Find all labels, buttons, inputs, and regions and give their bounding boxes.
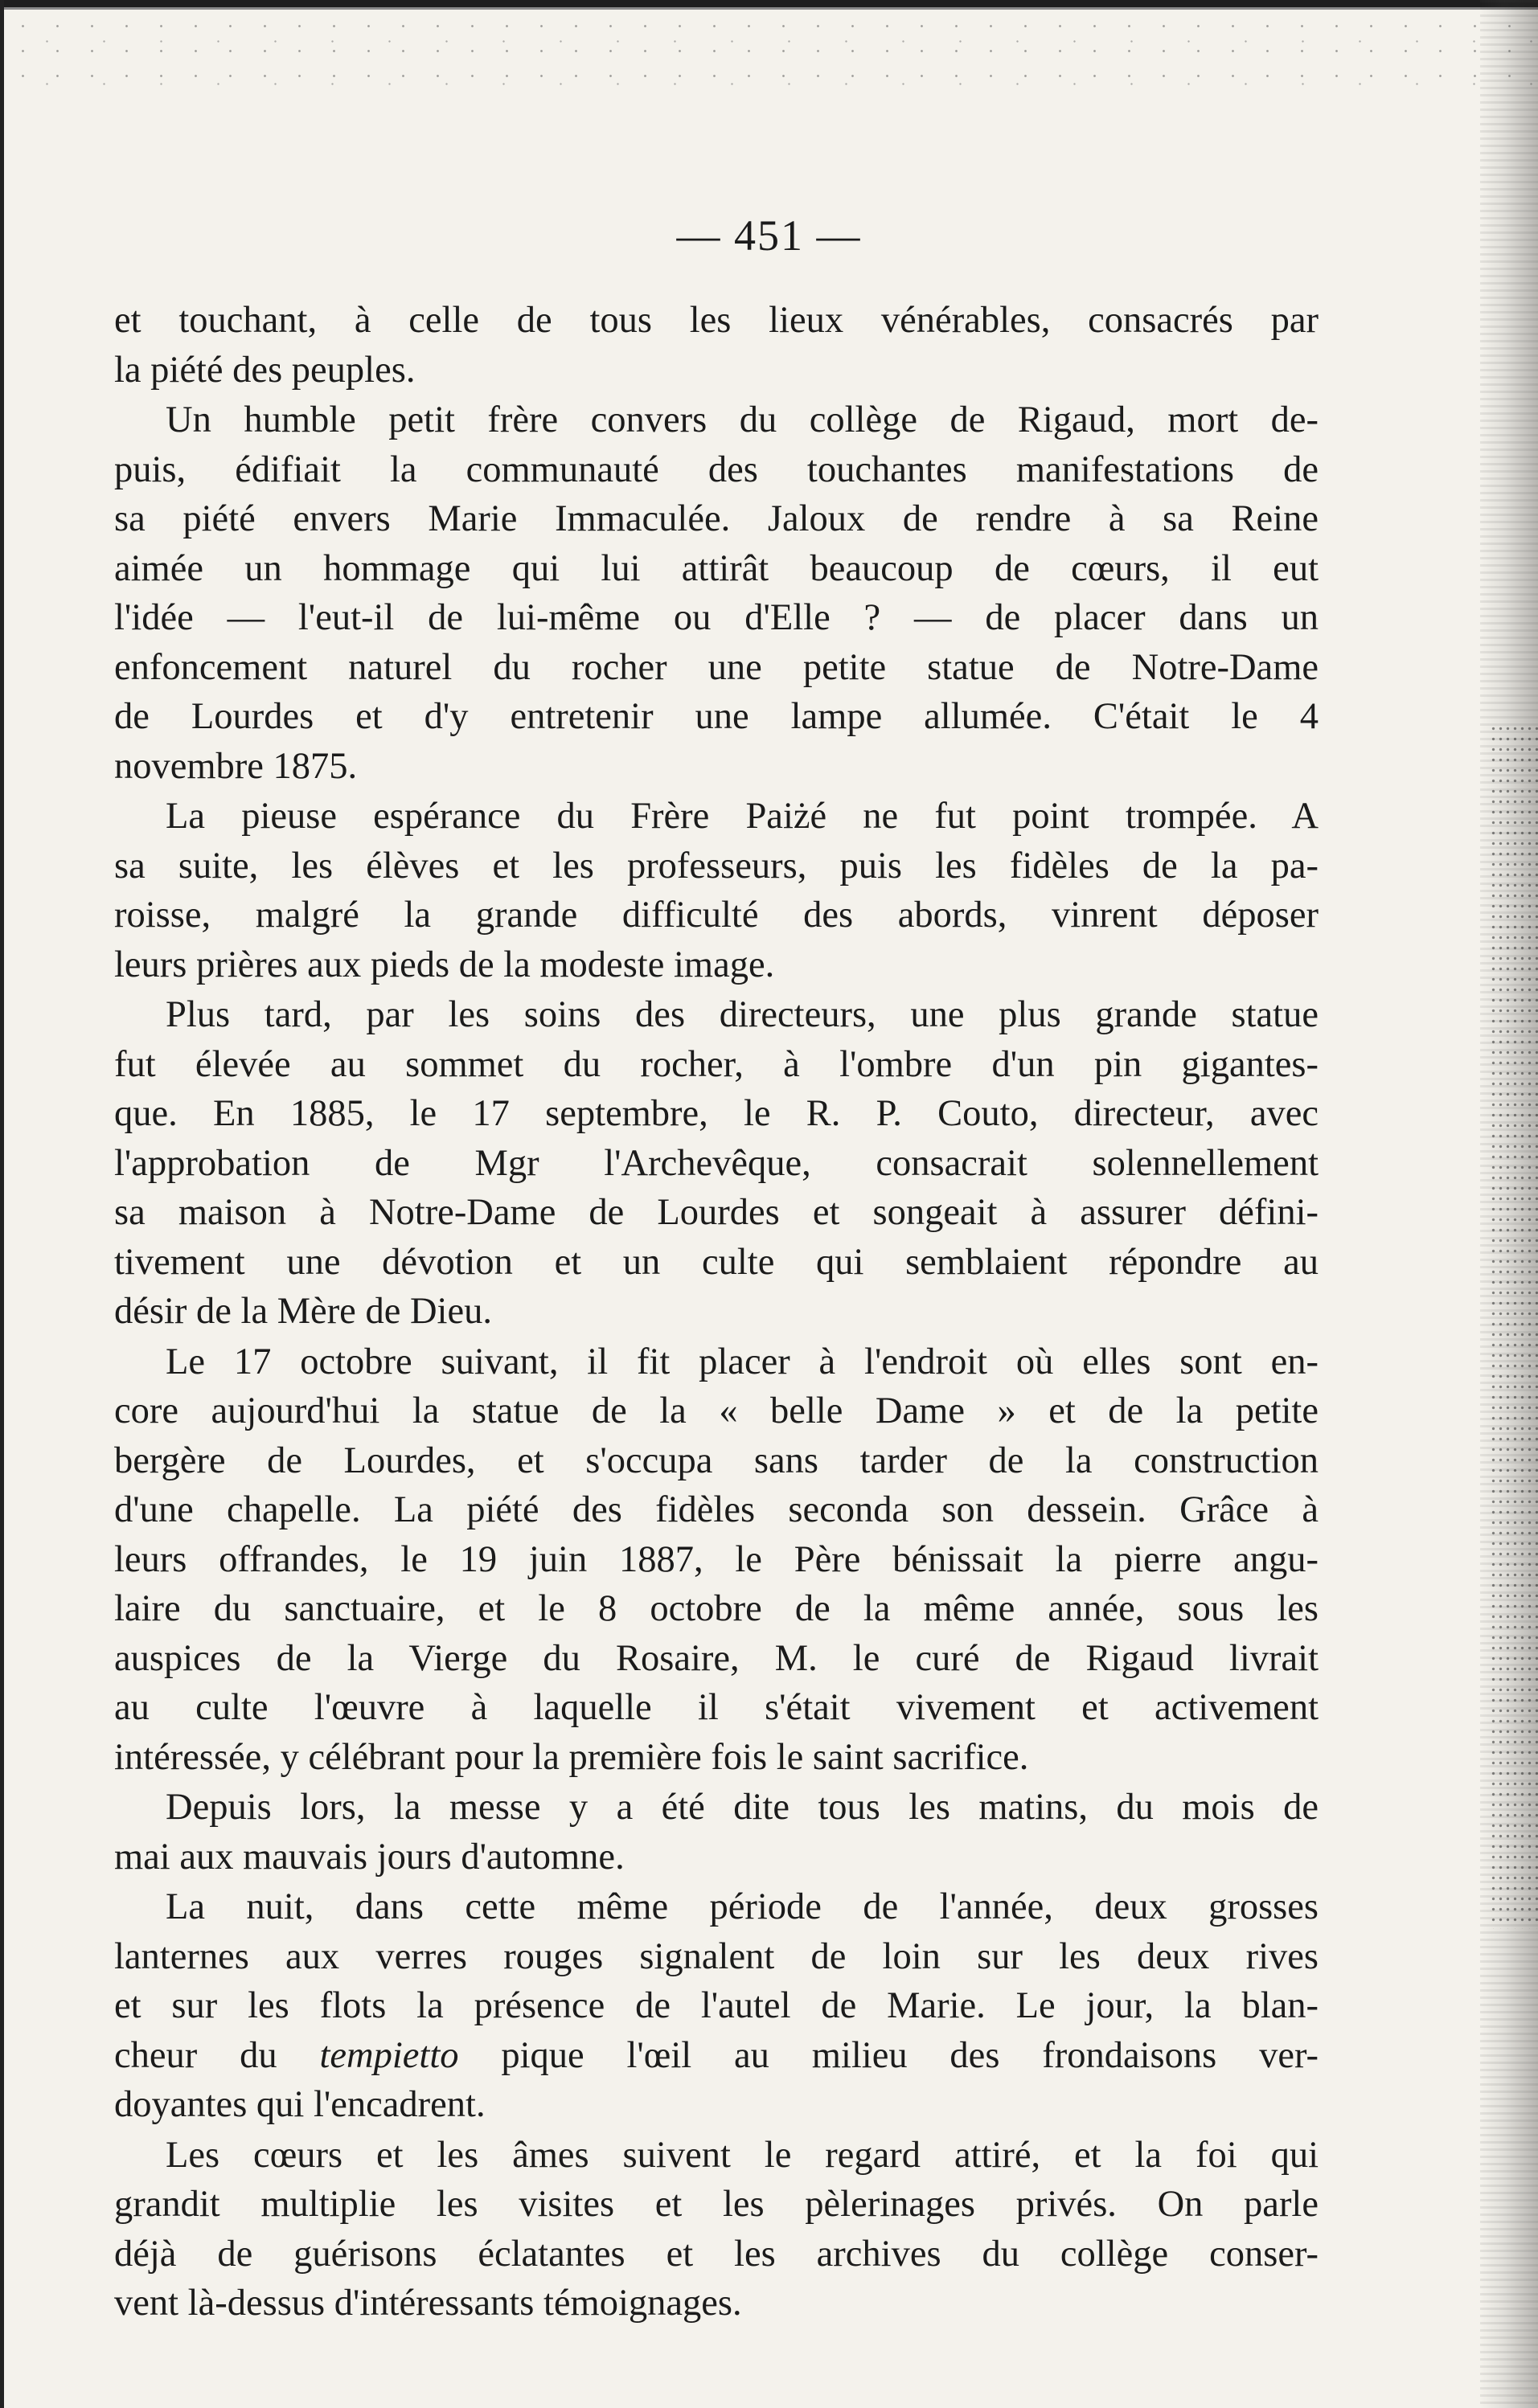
text-fragment: cheur du [114,2034,320,2076]
text-line: intéressée, y célébrant pour la première fois le saint sacrifice. [114,1736,1029,1778]
text-line: fut élevée au sommet du rocher, à l'ombre d'un pin gigantes- [114,1043,1319,1085]
text-line: et sur les flots la présence de l'autel de Marie. Le jour, la blan- [114,1985,1319,2026]
text-line: l'approbation de Mgr l'Archevêque, consacrait solennellement [114,1142,1319,1184]
text-line: La pieuse espérance du Frère Paiżé ne fut point trompée. A [166,796,1319,837]
paragraph-6 [114,1783,1319,1882]
text-line-with-italic [114,2031,1319,2081]
scan-left-edge [0,0,4,2408]
text-line: doyantes qui l'encadrent. [114,2084,486,2125]
paragraph-2 [114,395,1319,791]
text-line: puis, édifiait la communauté des touchantes manifestations de [114,448,1319,490]
text-line: d'une chapelle. La piété des fidèles seconda son dessein. Grâce à [114,1489,1319,1530]
text-line: tivement une dévotion et un culte qui semblaient répondre au [114,1241,1319,1283]
text-line: Plus tard, par les soins des directeurs, une plus grande statue [166,994,1319,1035]
paragraph-4 [114,990,1319,1337]
text-line: Depuis lors, la messe y a été dite tous les matins, du mois de [166,1787,1319,1828]
text-fragment: pique l'œil au milieu des frondaisons ver- [458,2034,1319,2076]
text-line: auspices de la Vierge du Rosaire, M. le curé de Rigaud livrait [114,1637,1319,1679]
text-line: de Lourdes et d'y entretenir une lampe allumée. C'était le 4 [114,696,1319,737]
text-line: bergère de Lourdes, et s'occupa sans tarder de la construction [114,1439,1319,1481]
text-line: novembre 1875. [114,745,358,787]
text-line: lanternes aux verres rouges signalent de loin sur les deux rives [114,1935,1319,1977]
text-line: Le 17 octobre suivant, il fit placer à l'endroit où elles sont en- [166,1341,1319,1382]
page-number: — 451 — [676,211,862,260]
text-line: que. En 1885, le 17 septembre, le R. P. Couto, directeur, avec [114,1093,1319,1134]
text-line: laire du sanctuaire, et le 8 octobre de la même année, sous les [114,1588,1319,1629]
text-line: core aujourd'hui la statue de la « belle Dame » et de la petite [114,1390,1319,1431]
scan-right-speckle [1490,723,1538,1929]
text-line: vent là-dessus d'intéressants témoignages. [114,2283,742,2324]
paragraph-1 [114,296,1319,395]
text-line: au culte l'œuvre à laquelle il s'était vivement et activement [114,1687,1319,1728]
page-body [114,296,1319,2328]
paragraph-3 [114,792,1319,989]
text-line: enfoncement naturel du rocher une petite statue de Notre-Dame [114,646,1319,688]
paragraph-8 [114,2131,1319,2328]
paragraph-5 [114,1337,1319,1783]
text-line: désir de la Mère de Dieu. [114,1291,492,1332]
text-line: la piété des peuples. [114,349,416,391]
scan-top-speckle [0,11,1538,100]
paragraph-7 [114,1882,1319,2130]
text-line: La nuit, dans cette même période de l'année, deux grosses [166,1886,1319,1927]
text-line: leurs offrandes, le 19 juin 1887, le Père bénissait la pierre angu- [114,1538,1319,1580]
text-line: et touchant, à celle de tous les lieux vénérables, consacrés par [114,300,1319,341]
text-line: sa piété envers Marie Immaculée. Jaloux de rendre à sa Reine [114,498,1319,539]
text-line: mai aux mauvais jours d'automne. [114,1836,625,1878]
text-line: aimée un hommage qui lui attirât beaucoup de cœurs, il eut [114,547,1319,589]
text-line: leurs prières aux pieds de la modeste image. [114,944,775,985]
text-line: roisse, malgré la grande difficulté des abords, vinrent déposer [114,895,1319,936]
text-line: grandit multiplie les visites et les pèlerinages privés. On parle [114,2184,1319,2225]
text-line: sa suite, les élèves et les professeurs, puis les fidèles de la pa- [114,845,1319,887]
text-line: déjà de guérisons éclatantes et les archives du collège conser- [114,2233,1319,2275]
text-line: l'idée — l'eut-il de lui-même ou d'Elle ? — de placer dans un [114,597,1319,638]
text-line: sa maison à Notre-Dame de Lourdes et songeait à assurer défini- [114,1192,1319,1233]
text-line: Un humble petit frère convers du collège de Rigaud, mort de- [166,399,1319,440]
italic-word-tempietto: tempietto [319,2034,459,2076]
text-line: Les cœurs et les âmes suivent le regard attiré, et la foi qui [166,2134,1319,2176]
